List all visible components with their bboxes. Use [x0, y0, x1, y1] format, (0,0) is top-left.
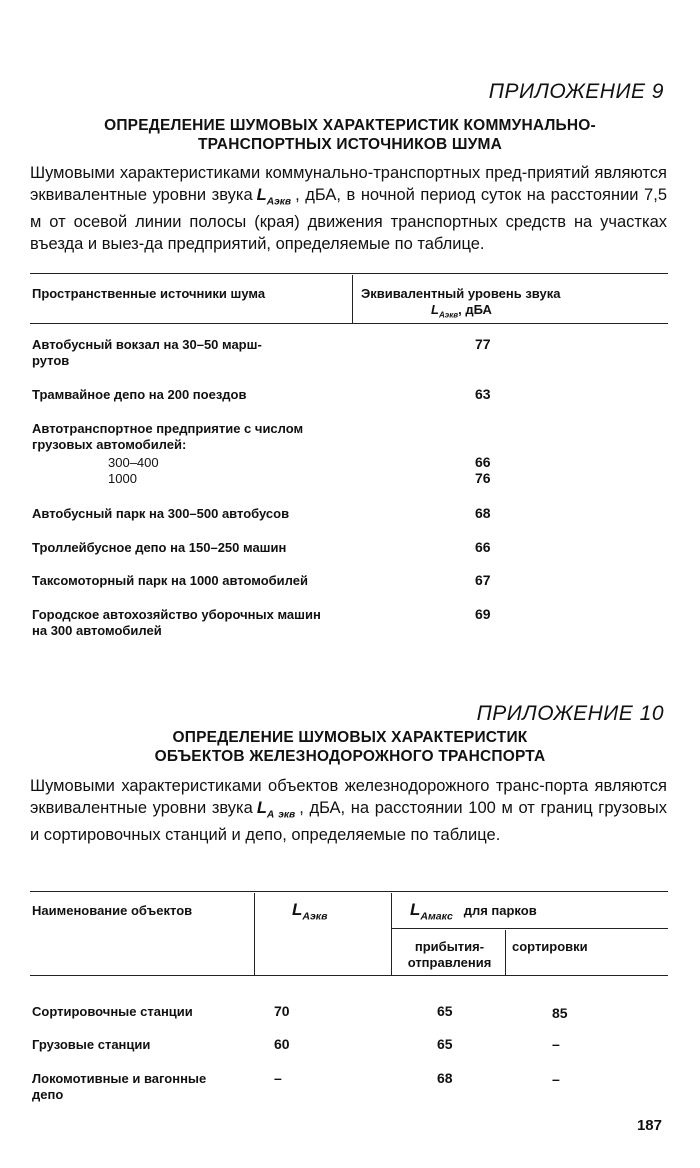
table-9-top-rule	[30, 273, 668, 274]
appendix-9-label: ПРИЛОЖЕНИЕ 9	[488, 80, 664, 103]
table-10-header-name: Наименование объектов	[32, 903, 193, 918]
table-row-arrival: 65	[437, 1036, 453, 1052]
table-row-value: 63	[475, 386, 491, 402]
table-10-header-sorting: сортировки	[512, 939, 588, 954]
appendix-9-paragraph	[30, 163, 667, 255]
table-row-value: 66	[475, 454, 491, 470]
table-row-label: Трамвайное депо на 200 поездов	[32, 387, 247, 402]
appendix-9-title-line2: ТРАНСПОРТНЫХ ИСТОЧНИКОВ ШУМА	[197, 136, 503, 153]
table-row-value: 66	[475, 539, 491, 555]
table-10-divider-2	[391, 893, 392, 975]
table-10-header-rule	[30, 975, 668, 976]
table-row-label: Автобусный вокзал на 30–50 марш- рутов	[32, 337, 262, 368]
table-row-sorting: 85	[552, 1005, 568, 1021]
table-row-laeq: 60	[274, 1036, 290, 1052]
table-10-header-arrival: прибытия- отправления	[407, 939, 492, 970]
appendix-9-para-end: , дБА, в ночной период суток на расстоянии 7,5 м от осевой линии полосы (края) движения транспортных средств на участках въезда и выез-да предприятий, определяемые по таблице.	[30, 185, 667, 253]
table-row-value: 67	[475, 572, 491, 588]
table-row-name: Сортировочные станции	[32, 1004, 193, 1019]
table-row-label: Автотранспортное предприятие с числом грузовых автомобилей:	[32, 421, 304, 452]
table-row-label: 300–400	[108, 455, 159, 470]
table-10-header-lamax: $L_{Амакс}$ для парков	[410, 900, 537, 923]
table-row-label: Таксомоторный парк на 1000 автомобилей	[32, 573, 308, 588]
table-row-arrival: 68	[437, 1070, 453, 1086]
appendix-9-title	[30, 116, 670, 154]
appendix-10-title-line1: ОПРЕДЕЛЕНИЕ ШУМОВЫХ ХАРАКТЕРИСТИК	[172, 729, 528, 746]
table-10-header-laeq: $L_{Аэкв}$	[292, 900, 328, 923]
table-row-label: Троллейбусное депо на 150–250 машин	[32, 540, 287, 555]
table-9-header-level: Эквивалентный уровень звука $L_{Аэкв}$, дБА	[361, 286, 561, 320]
table-10-top-rule	[30, 891, 668, 892]
table-row-value: 77	[475, 336, 491, 352]
table-10-subheader-rule	[391, 928, 668, 929]
appendix-10-para-start: Шумовыми характеристиками объектов железнодорожного транс-порта являются эквивалентные уровни звука	[30, 777, 667, 817]
table-row-name: Локомотивные и вагонные депо	[32, 1071, 207, 1102]
laeq-symbol: $L_{Аэкв}$	[256, 185, 292, 207]
table-row-laeq: –	[274, 1070, 282, 1086]
table-9-header-source: Пространственные источники шума	[32, 286, 266, 301]
table-row-value: 68	[475, 505, 491, 521]
appendix-10-label: ПРИЛОЖЕНИЕ 10	[476, 702, 664, 725]
table-row-label: 1000	[108, 471, 137, 486]
appendix-10-title	[30, 728, 670, 766]
table-10-divider-3	[505, 930, 506, 975]
appendix-10-para-end: , дБА, на расстоянии 100 м от границ грузовых и сортировочных станций и депо, определяемые по таблице.	[30, 798, 668, 845]
table-row-value: 76	[475, 470, 491, 486]
table-row-label: Городское автохозяйство уборочных машин на 300 автомобилей	[32, 607, 321, 638]
appendix-10-paragraph	[30, 776, 667, 847]
table-row-value: 69	[475, 606, 491, 622]
table-9-header-divider	[352, 275, 353, 323]
appendix-10-title-line2: ОБЪЕКТОВ ЖЕЛЕЗНОДОРОЖНОГО ТРАНСПОРТА	[154, 748, 546, 765]
table-row-label: Автобусный парк на 300–500 автобусов	[32, 506, 290, 521]
appendix-9-title-line1: ОПРЕДЕЛЕНИЕ ШУМОВЫХ ХАРАКТЕРИСТИК КОММУНАЛЬНО-	[104, 117, 596, 134]
appendix-9-para-start: Шумовыми характеристиками коммунально-транспортных пред-приятий являются эквивалентные уровни звука	[30, 164, 667, 204]
table-row-arrival: 65	[437, 1003, 453, 1019]
table-row-sorting: –	[552, 1071, 560, 1087]
table-row-sorting: –	[552, 1036, 560, 1052]
laeq-symbol: $L_{А экв}$	[256, 798, 296, 820]
table-row-name: Грузовые станции	[32, 1037, 151, 1052]
page-number: 187	[636, 1117, 662, 1134]
table-row-laeq: 70	[274, 1003, 290, 1019]
table-10-divider-1	[254, 893, 255, 975]
